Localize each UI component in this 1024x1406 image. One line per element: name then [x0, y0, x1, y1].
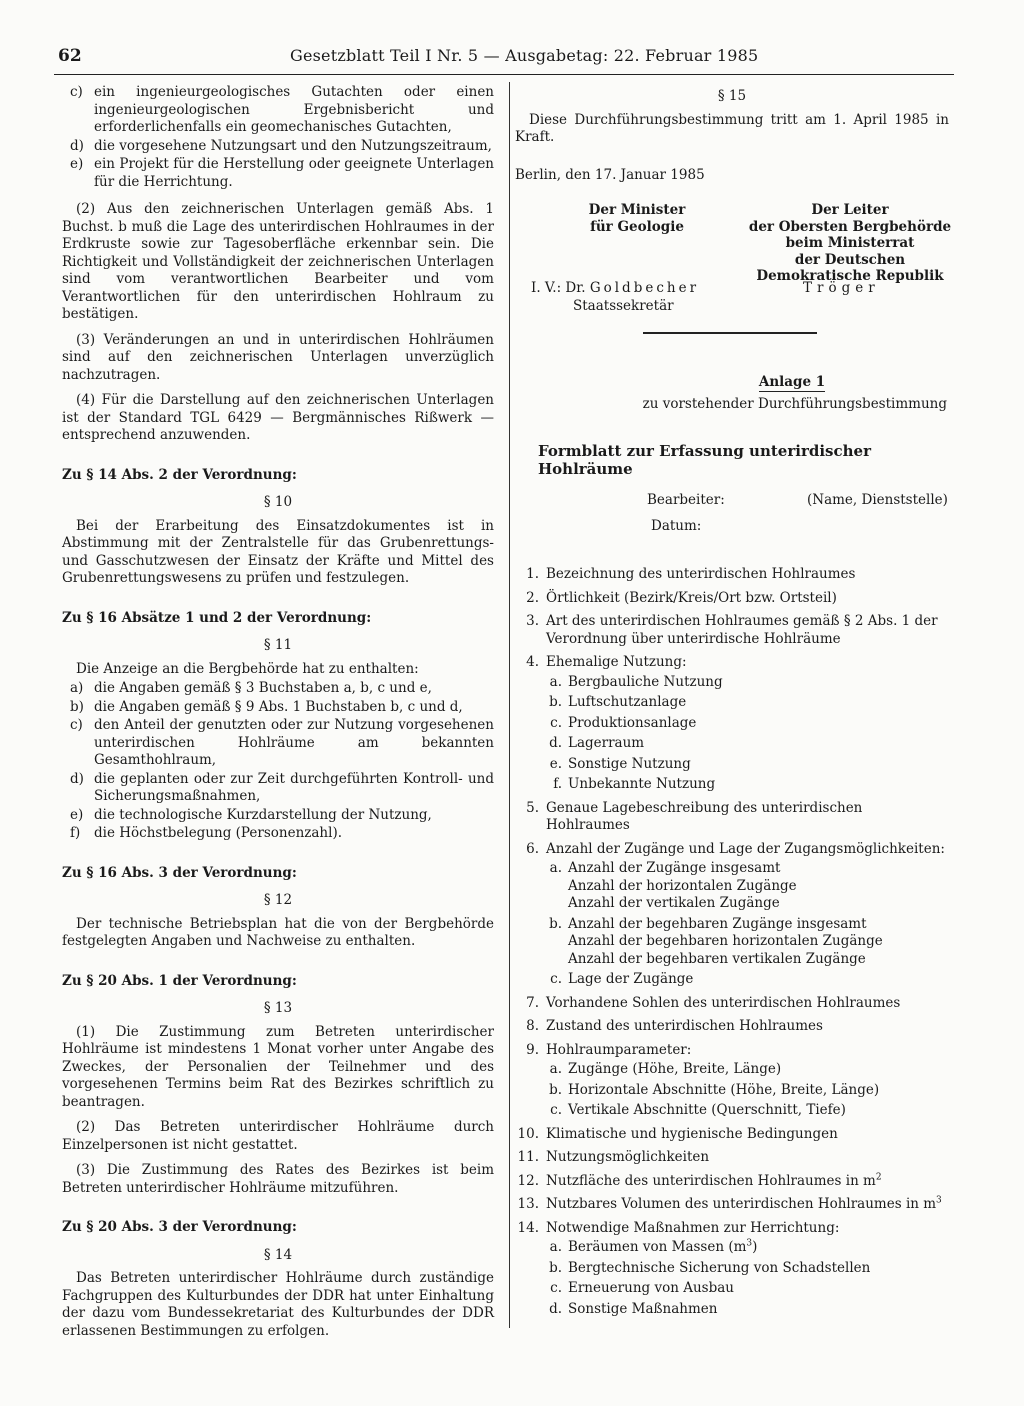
- list-item: [62, 807, 494, 825]
- column-divider: [509, 82, 510, 1328]
- section-13-paragraph-2: (2) Das Betreten unterirdischer Hohlräume durch Einzelpersonen ist nicht gestattet.: [62, 1119, 494, 1153]
- sub-text: Horizontale Abschnitte (Höhe, Breite, Länge): [568, 1081, 880, 1098]
- signatory-right-line: der Deutschen: [794, 251, 906, 268]
- list-item: [62, 84, 494, 137]
- superscript: 2: [875, 1172, 882, 1182]
- item-number: 13.: [517, 1196, 539, 1212]
- section-number: § 14: [263, 1246, 293, 1263]
- signatory-left-line: Der Minister: [588, 202, 686, 218]
- sub-marker: c.: [550, 1280, 562, 1296]
- signatory-left-surname: Goldbecher: [589, 280, 700, 296]
- item-number: 1.: [526, 566, 539, 582]
- signatory-right-line: Demokratische Republik: [756, 268, 944, 284]
- item-text: Art des unterirdischen Hohlraumes gemäß § 2 Abs. 1 der Verordnung über unterirdische Hohlräume: [546, 613, 938, 647]
- sub-text: Anzahl der begehbaren horizontalen Zugänge: [568, 933, 883, 949]
- list-item: [62, 156, 494, 191]
- list-text: ein ingenieurgeologisches Gutachten oder einen ingenieurgeologischen Ergebnisbericht und erforderlichenfalls ein geomechanisches Gutachten,: [94, 84, 494, 135]
- form-item: [515, 1173, 949, 1191]
- item-number: 8.: [526, 1018, 539, 1034]
- form-title: Formblatt zur Erfassung unterirdischer Hohlräume: [538, 442, 871, 478]
- sub-marker: a.: [549, 1239, 562, 1255]
- form-item: [515, 1018, 949, 1036]
- signatory-right-name: Tröger: [803, 280, 880, 296]
- section-15-text: Diese Durchführungsbestimmung tritt am 1. April 1985 in Kraft.: [515, 111, 949, 145]
- sub-text: Luftschutzanlage: [568, 694, 687, 710]
- list-text: die technologische Kurzdarstellung der Nutzung,: [94, 806, 432, 823]
- right-column: [515, 84, 952, 1324]
- list-marker: e): [70, 806, 84, 823]
- item-number: 2.: [526, 589, 539, 606]
- list-marker: d): [70, 770, 84, 787]
- list-marker: a): [70, 680, 84, 696]
- sub-text: Produktionsanlage: [568, 714, 697, 731]
- page-number: 62: [58, 46, 82, 66]
- signatory-left-role: Staatssekretär: [573, 298, 674, 314]
- sub-text-end: ): [752, 1239, 758, 1255]
- annex-label: Anlage 1: [758, 374, 826, 390]
- signatory-left-prefix: I. V.: Dr.: [531, 280, 586, 296]
- sub-marker: b.: [549, 694, 562, 710]
- list-item: [62, 717, 494, 770]
- list-marker: c): [70, 717, 83, 733]
- section-number: § 13: [263, 1000, 293, 1016]
- sub-marker: f.: [553, 776, 562, 792]
- item-text: Vorhandene Sohlen des unterirdischen Hohlraumes: [546, 994, 901, 1011]
- list-text: die vorgesehene Nutzungsart und den Nutzungszeitraum,: [94, 137, 492, 154]
- sub-marker: d.: [549, 735, 562, 751]
- item-number: 9.: [526, 1041, 539, 1058]
- list-marker: f): [70, 825, 81, 841]
- signatory-left-title: [577, 202, 697, 235]
- sub-text: Zugänge (Höhe, Breite, Länge): [568, 1061, 782, 1077]
- sub-item: [546, 715, 949, 733]
- sub-marker: a.: [549, 860, 562, 876]
- list-text: den Anteil der genutzten oder zur Nutzung vorgesehenen unterirdischen Hohlräume am bekannten Gesamthohlraum,: [94, 717, 494, 768]
- sub-item: [546, 1260, 949, 1278]
- form-item: [515, 1149, 949, 1167]
- header-rule: [54, 74, 954, 75]
- list-item: [62, 138, 494, 156]
- sub-item: [546, 1280, 949, 1298]
- form-header-fields: [515, 492, 949, 546]
- sub-item: [546, 1239, 949, 1257]
- item-text: Zustand des unterirdischen Hohlraumes: [546, 1018, 823, 1034]
- list-item: [62, 680, 494, 698]
- item-text: Notwendige Maßnahmen zur Herrichtung:: [546, 1219, 840, 1236]
- sub-text: Anzahl der begehbaren vertikalen Zugänge: [568, 950, 866, 967]
- form-item: [515, 1220, 949, 1319]
- sub-marker: c.: [550, 714, 562, 731]
- list-marker: d): [70, 137, 84, 154]
- form-item: [515, 800, 949, 835]
- section-13-paragraph-3: (3) Die Zustimmung des Rates des Bezirkes ist beim Betreten unterirdischer Hohlräume mitzuführen.: [62, 1162, 494, 1196]
- paragraph-2: (2) Aus den zeichnerischen Unterlagen gemäß Abs. 1 Buchst. b muß die Lage des unterirdischen Hohlraumes in der Erdkruste sowie zur Tagesoberfläche erkennbar sein. Die Richtigkeit und Vollständigkeit der zeichnerischen Unterlagen sind vom verantwortlichen Bearbeiter und vom Verantwortlichen für den unterirdischen Hohlraum zu bestätigen.: [62, 201, 494, 322]
- item-text: Hohlraumparameter:: [546, 1041, 692, 1058]
- sub-item: [546, 1061, 949, 1079]
- item-number: 3.: [526, 613, 539, 629]
- section-heading: Zu § 16 Abs. 3 der Verordnung:: [62, 864, 297, 881]
- section-heading: Zu § 20 Abs. 3 der Verordnung:: [62, 1219, 297, 1235]
- sub-text: Unbekannte Nutzung: [568, 776, 716, 792]
- list-marker: c): [70, 84, 83, 100]
- sub-text: Bergtechnische Sicherung von Schadstellen: [568, 1259, 871, 1276]
- list-item: [62, 825, 494, 843]
- form-item: [515, 1126, 949, 1144]
- sub-marker: c.: [550, 971, 562, 987]
- signatory-right-line: Der Leiter: [811, 202, 889, 218]
- item-number: 4.: [526, 654, 539, 670]
- sub-text: Sonstige Maßnahmen: [568, 1300, 718, 1317]
- sub-text: Beräumen von Massen (m: [568, 1239, 747, 1255]
- list-marker: b): [70, 698, 84, 715]
- form-items: [515, 566, 949, 1318]
- sub-marker: d.: [549, 1300, 562, 1317]
- date-line: Berlin, den 17. Januar 1985: [515, 166, 705, 183]
- datum-label: Datum:: [651, 518, 702, 534]
- form-item: [515, 841, 949, 989]
- section-heading: Zu § 16 Absätze 1 und 2 der Verordnung:: [62, 609, 372, 626]
- form-item: [515, 654, 949, 794]
- sub-marker: e.: [549, 755, 562, 772]
- item-text: Genaue Lagebeschreibung des unterirdischen Hohlraumes: [546, 799, 863, 833]
- item-number: 14.: [517, 1219, 539, 1236]
- item-text: Nutzungsmöglichkeiten: [546, 1149, 710, 1165]
- sub-text: Sonstige Nutzung: [568, 755, 691, 772]
- list-item: [62, 699, 494, 717]
- sub-marker: b.: [549, 1081, 562, 1098]
- section-12-text: Der technische Betriebsplan hat die von der Bergbehörde festgelegten Angaben und Nachweise zu enthalten.: [62, 915, 494, 949]
- paragraph-4: (4) Für die Darstellung auf den zeichnerischen Unterlagen ist der Standard TGL 6429 — Bergmännisches Rißwerk — entsprechend anzuwenden.: [62, 392, 494, 443]
- bearbeiter-note: (Name, Dienststelle): [807, 492, 948, 508]
- sub-item: [546, 776, 949, 794]
- section-number: § 11: [263, 637, 293, 653]
- signatory-left-name: [531, 280, 699, 298]
- list-text: ein Projekt für die Herstellung oder geeignete Unterlagen für die Herrichtung.: [94, 156, 494, 190]
- sub-text: Lage der Zugänge: [568, 971, 694, 987]
- sub-item: [546, 735, 949, 753]
- list-text: die Angaben gemäß § 9 Abs. 1 Buchstaben b, c und d,: [94, 698, 463, 715]
- section-14-text: Das Betreten unterirdischer Hohlräume durch zuständige Fachgruppen des Kulturbundes der DDR hat unter Einhaltung der dazu vom Bundessekretariat des Kulturbundes der DDR erlassenen Bestimmungen zu erfolgen.: [62, 1270, 494, 1339]
- item-text: Klimatische und hygienische Bedingungen: [546, 1125, 838, 1142]
- paragraph-3: (3) Veränderungen an und in unterirdischen Hohlräumen sind auf den zeichnerischen Unterlagen unverzüglich nachzutragen.: [62, 331, 494, 383]
- list-text: die geplanten oder zur Zeit durchgeführten Kontroll- und Sicherungsmaßnahmen,: [94, 770, 494, 804]
- sub-item: [546, 1301, 949, 1319]
- sub-item: [546, 756, 949, 774]
- running-title: Gesetzblatt Teil I Nr. 5 — Ausgabetag: 22. Februar 1985: [290, 46, 759, 65]
- sub-text: Anzahl der vertikalen Zugänge: [568, 895, 780, 911]
- sub-item: [546, 860, 949, 913]
- item-number: 5.: [526, 799, 539, 816]
- item-number: 12.: [517, 1172, 539, 1189]
- signatory-right-line: beim Ministerrat: [785, 235, 915, 251]
- item-text: Nutzfläche des unterirdischen Hohlraumes in m: [546, 1172, 876, 1189]
- sub-marker: a.: [549, 673, 562, 690]
- section-heading: Zu § 20 Abs. 1 der Verordnung:: [62, 972, 297, 989]
- signatory-right-line: der Obersten Bergbehörde: [748, 218, 952, 235]
- sub-text: Vertikale Abschnitte (Querschnitt, Tiefe): [568, 1102, 846, 1118]
- page-header: [58, 42, 958, 70]
- item-number: 11.: [517, 1149, 539, 1165]
- sub-text: Bergbauliche Nutzung: [568, 673, 723, 690]
- section-10-text: Bei der Erarbeitung des Einsatzdokumentes ist in Abstimmung mit der Zentralstelle für das Grubenrettungs- und Gasschutzwesen der Einsatz der Kräfte und Mittel des Grubenrettungswesens zu prüfen und festzulegen.: [62, 517, 494, 586]
- sub-text: Anzahl der Zugänge insgesamt: [568, 860, 781, 876]
- superscript: 3: [746, 1238, 753, 1249]
- sub-item: [546, 971, 949, 989]
- section-11-list: [62, 680, 494, 843]
- sub-text: Lagerraum: [568, 735, 645, 751]
- sub-marker: b.: [549, 915, 562, 932]
- list-text: die Angaben gemäß § 3 Buchstaben a, b, c und e,: [94, 680, 432, 696]
- item-number: 6.: [526, 840, 539, 857]
- item-text: Bezeichnung des unterirdischen Hohlraumes: [546, 566, 856, 582]
- signature-block: [515, 202, 952, 320]
- section-11-intro: Die Anzeige an die Bergbehörde hat zu enthalten:: [76, 660, 419, 677]
- list-text: die Höchstbelegung (Personenzahl).: [94, 825, 343, 841]
- annex-subtitle: zu vorstehender Durchführungsbestimmung: [642, 395, 947, 412]
- bearbeiter-label: Bearbeiter:: [647, 492, 725, 508]
- form-item: [515, 1196, 949, 1214]
- sub-item: [546, 694, 949, 712]
- sub-marker: b.: [549, 1259, 562, 1276]
- form-item: [515, 995, 949, 1013]
- item-number: 7.: [526, 994, 539, 1011]
- item-text: Anzahl der Zugänge und Lage der Zugangsmöglichkeiten:: [546, 840, 945, 857]
- sub-marker: a.: [549, 1061, 562, 1077]
- sub-item: [546, 916, 949, 969]
- sub-item: [546, 1102, 949, 1120]
- left-column: [62, 84, 494, 1348]
- form-item: [515, 590, 949, 608]
- form-item: [515, 1042, 949, 1120]
- list-marker: e): [70, 156, 84, 172]
- sub-item: [546, 1082, 949, 1100]
- superscript: 3: [936, 1195, 942, 1206]
- sub-text: Anzahl der horizontalen Zugänge: [568, 877, 797, 894]
- signatory-right-title: [741, 202, 959, 285]
- list-section-9-cont: [62, 84, 494, 191]
- item-text: Örtlichkeit (Bezirk/Kreis/Ort bzw. Ortsteil): [546, 589, 837, 606]
- sub-text: Erneuerung von Ausbau: [568, 1280, 734, 1296]
- form-item: [515, 566, 949, 584]
- section-heading: Zu § 14 Abs. 2 der Verordnung:: [62, 466, 297, 483]
- list-item: [62, 771, 494, 806]
- section-number: § 15: [717, 88, 747, 104]
- sub-marker: c.: [550, 1102, 562, 1118]
- sub-item: [546, 674, 949, 692]
- item-number: 10.: [517, 1125, 539, 1142]
- sub-text: Anzahl der begehbaren Zugänge insgesamt: [568, 915, 867, 932]
- annex-title: [515, 374, 949, 392]
- section-13-paragraph-1: (1) Die Zustimmung zum Betreten unterirdischer Hohlräume ist mindestens 1 Monat vorher unter Angabe des Zweckes, der Personalien der Teilnehmer und des vorgesehenen Termins beim Rat des Bezirkes schriftlich zu beantragen.: [62, 1023, 494, 1110]
- signatory-left-line: für Geologie: [590, 218, 684, 235]
- section-number: § 12: [263, 892, 293, 908]
- item-text: Ehemalige Nutzung:: [546, 654, 687, 670]
- form-item: [515, 613, 949, 648]
- item-text: Nutzbares Volumen des unterirdischen Hohlraumes in m: [546, 1196, 937, 1212]
- section-number: § 10: [263, 494, 293, 510]
- separator-rule: [643, 332, 817, 334]
